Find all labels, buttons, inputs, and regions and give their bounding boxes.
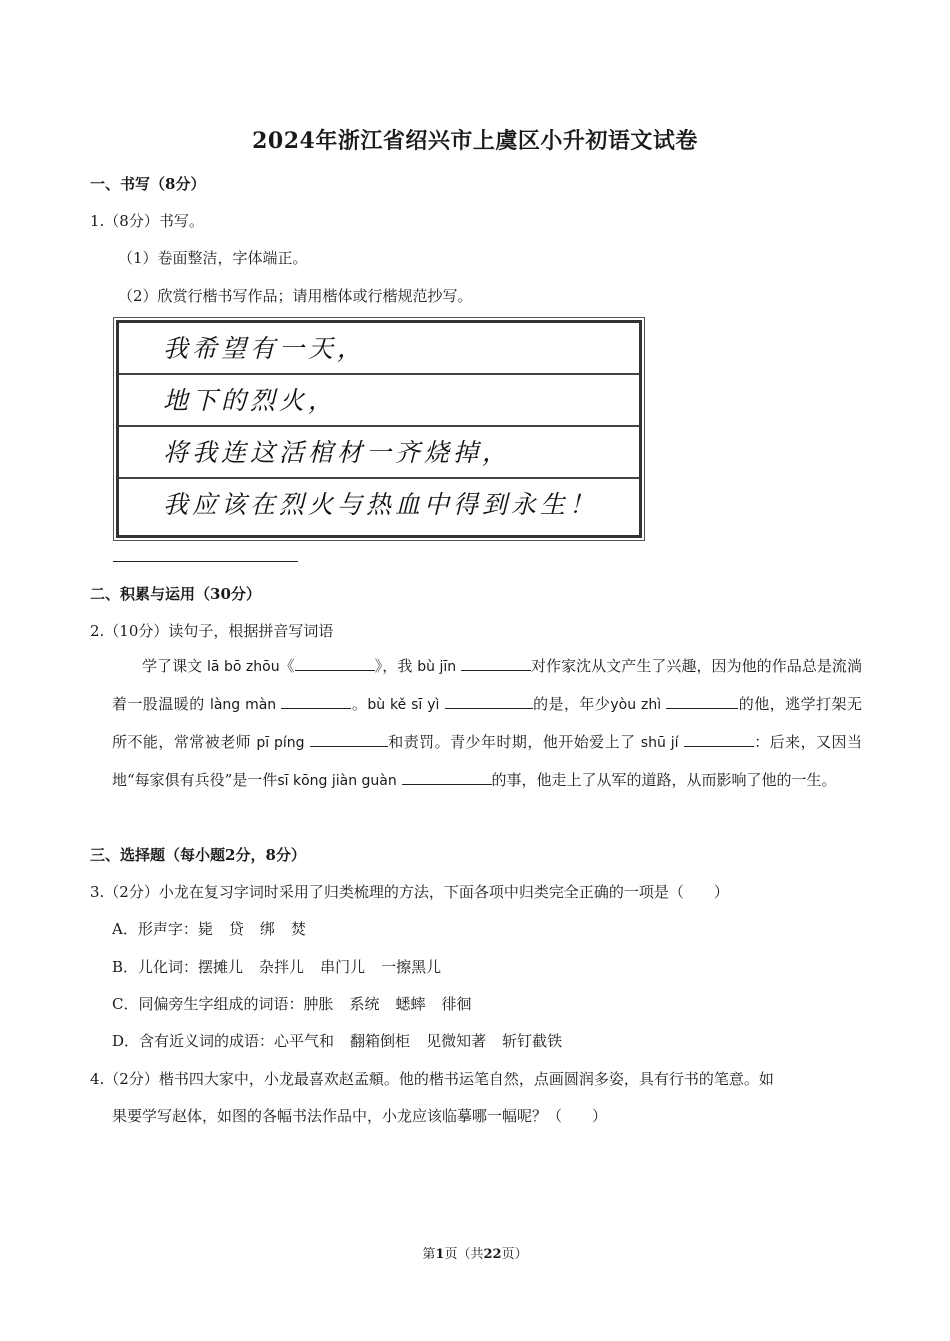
calligraphy-line: 我应该在烈火与热血中得到永生！ [163, 490, 599, 519]
calligraphy-sample [116, 320, 642, 538]
page-title: 2024年浙江省绍兴市上虞区小升初语文试卷 [252, 128, 698, 154]
question-2-stem: 2.（10分）读句子，根据拼音写词语 [90, 622, 334, 640]
answer-blank[interactable] [445, 693, 533, 709]
answer-blank[interactable] [684, 731, 754, 747]
answer-blank[interactable] [310, 731, 388, 747]
page-footer: 第1页（共22页） [422, 1247, 528, 1262]
answer-blank[interactable] [461, 655, 531, 671]
option-b[interactable]: B．儿化词：摆摊儿 杂拌儿 串门儿 一擦黑儿 [112, 958, 442, 976]
pinyin: bù jīn [417, 659, 457, 675]
pinyin: làng màn [209, 697, 277, 713]
question-2-paragraph: 学了课文 lā bō zhōu《 》，我 bù jīn 对作家沈从文产生了兴趣，因为他的作品总是流淌着一股温暖的 làng màn 。bù kě sī yì 的是，年少yòu zhì 的他，逃学打架无所不能，常常被老师 pī píng 和责罚。青少年时期，他开始爱上了 shū jí ：后来，又因当地“每家俱有兵役”是一件sī kōng jiàn guàn 的事，他走上了从军的道路，从而影响了他的一生。 [112, 657, 862, 789]
pinyin: bù kě sī yì [367, 697, 440, 713]
answer-writing-line[interactable] [113, 561, 298, 562]
option-a[interactable]: A．形声字：毙 贷 绑 焚 [112, 920, 306, 938]
page-total: 22 [483, 1247, 502, 1262]
question-3-stem: 3.（2分）小龙在复习字词时采用了归类梳理的方法，下面各项中归类完全正确的一项是（ ） [90, 883, 729, 901]
pinyin: lā bō zhōu [207, 659, 280, 675]
question-1-stem: 1.（8分）书写。 [90, 212, 204, 230]
pinyin: shū jí [640, 735, 679, 751]
calligraphy-line: 地下的烈火， [119, 375, 639, 427]
calligraphy-line: 将我连这活棺材一齐烧掉， [119, 427, 639, 479]
question-4-stem: 4.（2分）楷书四大家中，小龙最喜欢赵孟頫。他的楷书运笔自然，点画圆润多姿，具有行书的笔意。如 [90, 1070, 774, 1088]
calligraphy-line: 我希望有一天， [119, 323, 639, 375]
option-c[interactable]: C．同偏旁生字组成的词语：肿胀 系统 蟋蟀 徘徊 [112, 995, 472, 1013]
answer-blank[interactable] [402, 769, 492, 785]
pinyin: yòu zhì [610, 697, 662, 713]
answer-blank[interactable] [295, 655, 375, 671]
section-heading-writing: 一、书写（8分） [90, 175, 206, 193]
question-1-sub-2: （2）欣赏行楷书写作品；请用楷体或行楷规范抄写。 [118, 287, 473, 305]
answer-blank[interactable] [281, 693, 351, 709]
pinyin: pī píng [256, 735, 305, 751]
section-heading-choice: 三、选择题（每小题2分，8分） [90, 846, 306, 864]
question-1-sub-1: （1）卷面整洁，字体端正。 [118, 249, 308, 267]
page-number: 1 [435, 1247, 445, 1262]
option-d[interactable]: D．含有近义词的成语：心平气和 翻箱倒柜 见微知著 斩钉截铁 [112, 1032, 563, 1050]
pinyin: sī kōng jiàn guàn [277, 773, 397, 789]
question-4-stem-cont: 果要学写赵体，如图的各幅书法作品中，小龙应该临摹哪一幅呢？（ ） [112, 1107, 608, 1125]
answer-blank[interactable] [666, 693, 738, 709]
section-heading-accumulation: 二、积累与运用（30分） [90, 585, 261, 603]
